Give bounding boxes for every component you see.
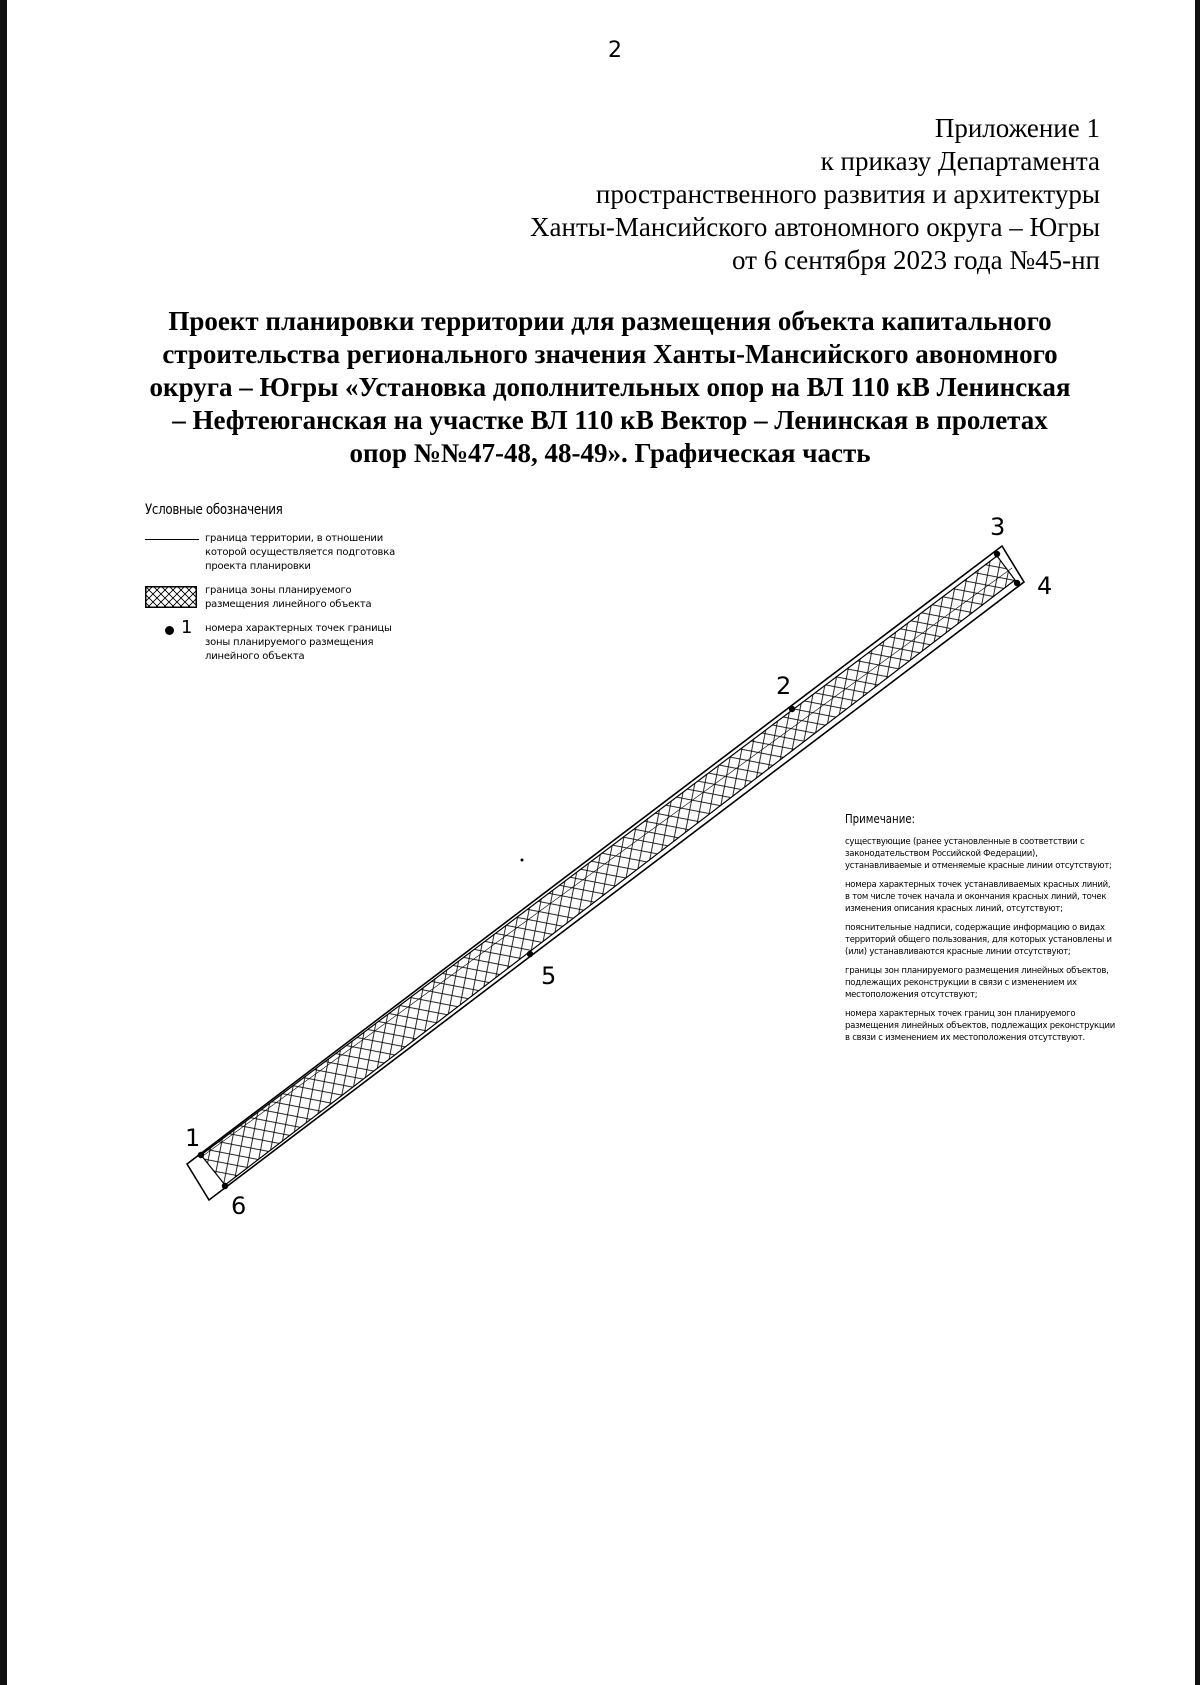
- title-line: Проект планировки территории для размещения объекта капитального: [168, 306, 1052, 336]
- point-label: 1: [185, 1124, 201, 1152]
- point-label: 3: [990, 513, 1006, 541]
- point-marker: [198, 1152, 204, 1158]
- legend-item-text: граница территории, в отношении которой осуществляется подготовка проекта планировки: [205, 533, 395, 572]
- point-marker: [789, 706, 795, 712]
- title-line: опор №№47-48, 48-49». Графическая часть: [349, 438, 871, 468]
- title-line: – Нефтеюганская на участке ВЛ 110 кВ Вектор – Ленинская в пролетах: [172, 405, 1048, 435]
- point-marker: [1014, 580, 1020, 586]
- note-item: номера характерных точек границ зон планируемого размещения линейных объектов, подлежащих реконструкции в связи с изменением их местоположения отсутствуют.: [845, 1009, 1116, 1043]
- point-marker: [994, 551, 1000, 557]
- appendix-line: Приложение 1: [934, 113, 1100, 143]
- legend-title: Условные обозначения: [145, 502, 283, 518]
- stray-dot: [521, 859, 524, 862]
- appendix-line: пространственного развития и архитектуры: [595, 179, 1100, 209]
- point-label: 5: [541, 962, 557, 990]
- legend-item-text: граница зоны планируемого размещения линейного объекта: [205, 585, 372, 610]
- appendix-line: от 6 сентября 2023 года №45-нп: [732, 245, 1100, 275]
- point-label: 6: [231, 1192, 247, 1220]
- point-marker: [222, 1183, 228, 1189]
- legend-item-text: номера характерных точек границы зоны планируемого размещения линейного объекта: [205, 623, 392, 662]
- point-label: 2: [776, 672, 792, 700]
- note-item: номера характерных точек устанавливаемых красных линий, в том числе точек начала и окончания красных линий, точек изменения описания красных линий, отсутствуют;: [845, 880, 1111, 914]
- point-label: 4: [1037, 572, 1053, 600]
- page-number: 2: [608, 38, 622, 63]
- appendix-line: к приказу Департамента: [820, 146, 1100, 176]
- point-marker: [527, 951, 533, 957]
- title-line: округа – Югры «Установка дополнительных опор на ВЛ 110 кВ Ленинская: [149, 372, 1071, 402]
- title-line: строительства регионального значения Ханты-Мансийского авономного: [162, 339, 1058, 369]
- note-block: [845, 812, 1115, 1051]
- note-title: Примечание:: [845, 812, 916, 826]
- point-number: 1: [181, 617, 193, 638]
- note-item: пояснительные надписи, содержащие информацию о видах территорий общего пользования, для которых установлены и (или) устанавливаются красные линии отсутствуют;: [845, 923, 1112, 957]
- note-item: существующие (ранее установленные в соответствии с законодательством Российской Федерации), устанавливаемые и отменяемые красные линии отсутствуют;: [845, 837, 1112, 871]
- appendix-line: Ханты-Мансийского автономного округа – Югры: [530, 212, 1100, 242]
- note-item: границы зон планируемого размещения линейных объектов, подлежащих реконструкции в связи с изменением их местоположения отсутствуют;: [845, 966, 1109, 1000]
